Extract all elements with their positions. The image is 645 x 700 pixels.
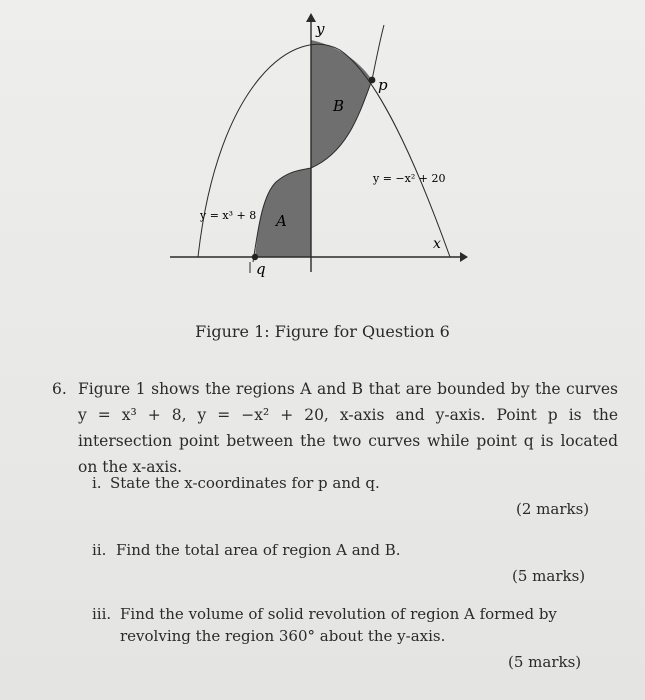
question-number: 6. [52, 380, 67, 398]
figure-graph [0, 0, 645, 300]
part-i-marks: (2 marks) [516, 500, 590, 518]
cubic-curve-label: y = x³ + 8 [200, 209, 257, 222]
parabola-curve-label: y = −x² + 20 [373, 172, 446, 185]
region-b-label: B [333, 97, 345, 115]
point-p-label: p [378, 76, 388, 94]
point-q-label: q [256, 260, 266, 278]
part-i-label: i. [92, 474, 102, 492]
x-axis-arrow-icon [460, 252, 468, 262]
figure-caption: Figure 1: Figure for Question 6 [195, 322, 450, 341]
region-a-label: A [276, 212, 287, 230]
part-ii-text: Find the total area of region A and B. [116, 541, 401, 559]
part-iii-text: Find the volume of solid revolution of region A formed by revolving the region 360° about the y-axis. [120, 605, 557, 645]
part-ii-marks: (5 marks) [512, 567, 586, 585]
x-axis-label: x [433, 236, 441, 252]
part-iii-label: iii. [92, 605, 112, 623]
question-text: Figure 1 shows the regions A and B that are bounded by the curves y = x³ + 8, y = −x² + 20, x-axis and y-axis. Point p is the intersection point between the two curves while point q is located on the x-axis. [78, 380, 618, 476]
y-axis-label: y [316, 20, 325, 38]
part-ii-label: ii. [92, 541, 107, 559]
part-iii-marks: (5 marks) [508, 653, 582, 671]
y-axis-arrow-icon [306, 13, 316, 22]
part-i-text: State the x-coordinates for p and q. [110, 474, 380, 492]
point-p-marker [369, 77, 376, 84]
